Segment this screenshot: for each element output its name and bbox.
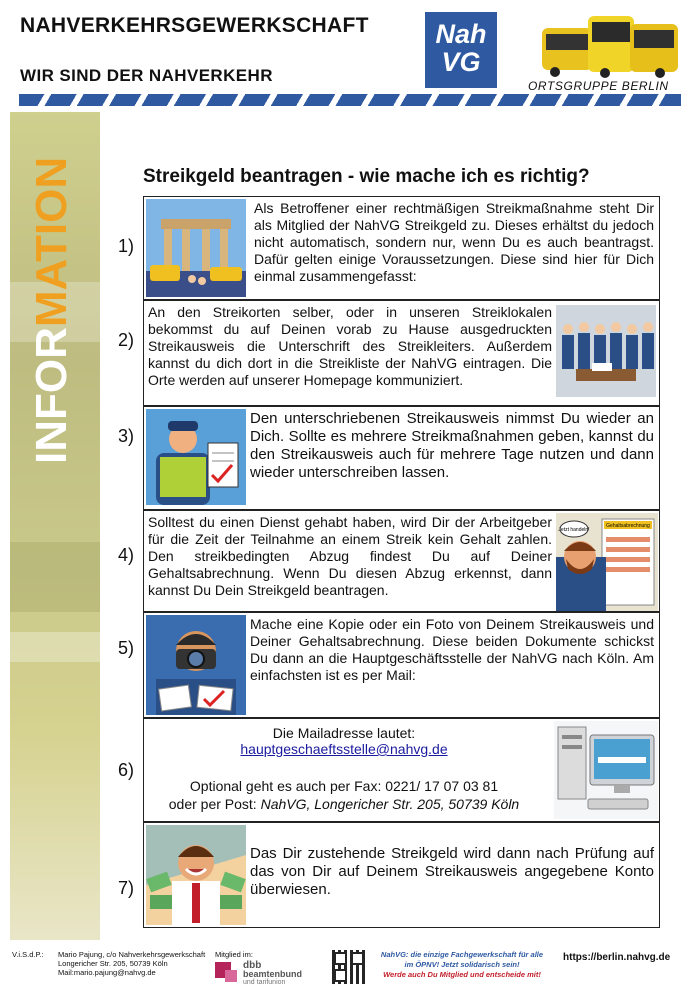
step-text-3: Den unterschriebenen Streikausweis nimmst Du wieder an Dich. Sollte es mehrere Streikmaßnahmen geben, kannst du den Streikausweis auch für mehrere Tage nutzen und dann wieder unterschreiben lassen. bbox=[250, 410, 654, 481]
footer-vi-line1: Mario Pajung, c/o Nahverkehrsgewerkschaft bbox=[58, 950, 206, 959]
step-text-2: An den Streikorten selber, oder in unseren Streiklokalen bekommst du auf Deinen vorab zu Hause ausgedruckten Streikausweis die Unterschrift des Streikleiters. Außerdem kannst du dich dort in die Streikliste der NahVG eintragen. Die Orte werden auf unserer Homepage kommuniziert. bbox=[148, 304, 552, 388]
org-name: NAHVERKEHRSGEWERKSCHAFT bbox=[20, 14, 369, 37]
promo-line3: Werde auch Du Mitglied und entscheide mit! bbox=[383, 970, 541, 979]
photographer-image bbox=[146, 615, 246, 715]
post-prefix: oder per Post: bbox=[168, 796, 261, 812]
brandenburg-gate-image bbox=[146, 199, 246, 297]
step-text-5: Mache eine Kopie oder ein Foto von Deinem Streikausweis und Deiner Gehaltsabrechnung. Diese beiden Dokumente schickst Du dann an die Hauptgeschäftsstelle der NahVG nach Köln. Am einfachsten ist es per Mail: bbox=[250, 616, 654, 683]
footer-vi-line3: Mail:mario.pajung@nahvg.de bbox=[58, 968, 156, 977]
step-number-7: 7) bbox=[118, 878, 135, 898]
step-box-6 bbox=[143, 718, 660, 822]
header-stripe bbox=[19, 94, 681, 106]
speech-bubble-text: Jetzt handeln! bbox=[558, 527, 590, 533]
happy-man-money-image bbox=[146, 825, 246, 925]
step-number-3: 3) bbox=[118, 426, 135, 446]
step-number-6: 6) bbox=[118, 760, 135, 780]
payslip-man-image bbox=[556, 513, 658, 611]
nahvg-logo bbox=[425, 12, 497, 88]
post-address: NahVG, Longericher Str. 205, 50739 Köln bbox=[260, 796, 520, 812]
qr-code[interactable] bbox=[332, 950, 366, 984]
step-box-2 bbox=[143, 300, 660, 406]
post-line bbox=[144, 795, 544, 813]
ortsgruppe-label: ORTSGRUPPE BERLIN bbox=[528, 79, 669, 93]
payslip-doc-label: Gehaltsabrechnung bbox=[606, 523, 650, 529]
step-box-4 bbox=[143, 510, 660, 612]
page-title: Streikgeld beantragen - wie mache ich es richtig? bbox=[143, 166, 590, 187]
logo-line1: Nah bbox=[435, 19, 487, 49]
info-word-part2: MATION bbox=[27, 156, 76, 328]
step-box-5 bbox=[143, 612, 660, 718]
fax-line: Optional geht es auch per Fax: 0221/ 17 07 03 81 bbox=[189, 778, 499, 794]
svg-text:INFORMATION bbox=[27, 157, 76, 464]
mail-lead: Die Mailadresse lautet: bbox=[272, 725, 416, 741]
step-box-3 bbox=[143, 406, 660, 510]
promo-box bbox=[369, 950, 555, 980]
mail-address-link[interactable]: hauptgeschaeftsstelle@nahvg.de bbox=[240, 741, 448, 757]
step-number-2: 2) bbox=[118, 330, 135, 350]
computer-image bbox=[554, 721, 658, 819]
promo-line1: NahVG: die einzige Fachgewerkschaft für alle bbox=[380, 950, 544, 959]
step-number-4: 4) bbox=[118, 545, 135, 565]
dbb-line1: beamtenbund bbox=[243, 969, 303, 979]
website-link[interactable]: https://berlin.nahvg.de bbox=[563, 952, 671, 963]
footer-vi-label: V.i.S.d.P.: bbox=[12, 950, 44, 959]
bus-fleet-image bbox=[540, 10, 680, 78]
info-word-part1: INFOR bbox=[27, 327, 76, 464]
step-number-1: 1) bbox=[118, 236, 135, 256]
information-vertical-word bbox=[22, 148, 76, 468]
footer-vi-line2: Longericher Str. 205, 50739 Köln bbox=[58, 959, 168, 968]
dbb-line2: und tarifunion bbox=[243, 979, 286, 986]
strike-workers-image bbox=[556, 305, 656, 397]
promo-line2: im ÖPNV! Jetzt solidarisch sein! bbox=[404, 960, 520, 969]
step-number-5: 5) bbox=[118, 638, 135, 658]
step-box-7 bbox=[143, 822, 660, 928]
step-text-1: Als Betroffener einer rechtmäßigen Streikmaßnahme steht Dir als Mitglied der NahVG Streikgeld zu. Dieses erhältst du jedoch nicht automatisch, sondern nur, wenn Du es auch beantragst. Dafür gelten einige Voraussetzungen. Diese sind hier für Dich einmal zusammengefasst: bbox=[254, 200, 654, 284]
step-text-4: Solltest du einen Dienst gehabt haben, wird Dir der Arbeitgeber für die Zeit der Teilnahme an einem Streik kein Gehalt zahlen. Den streikbedingten Abzug findest Du auf Deiner Gehaltsabrechnung. Wenn Du diesen Abzug erkennst, dann kannst Du Dein Streikgeld beantragen. bbox=[148, 514, 552, 598]
footer-responsible bbox=[58, 950, 205, 977]
step-box-1 bbox=[143, 196, 660, 300]
dbb-mark: dbb bbox=[243, 960, 262, 971]
dbb-logo bbox=[215, 960, 325, 986]
footer-member-label: Mitglied im: bbox=[215, 950, 253, 959]
slogan: WIR SIND DER NAHVERKEHR bbox=[20, 66, 273, 85]
logo-line2: VG bbox=[441, 47, 481, 77]
step-text-7: Das Dir zustehende Streikgeld wird dann nach Prüfung auf das von Dir auf Deinem Streikausweis angegebene Konto überwiesen. bbox=[250, 845, 654, 898]
worker-with-pass-image bbox=[146, 409, 246, 505]
